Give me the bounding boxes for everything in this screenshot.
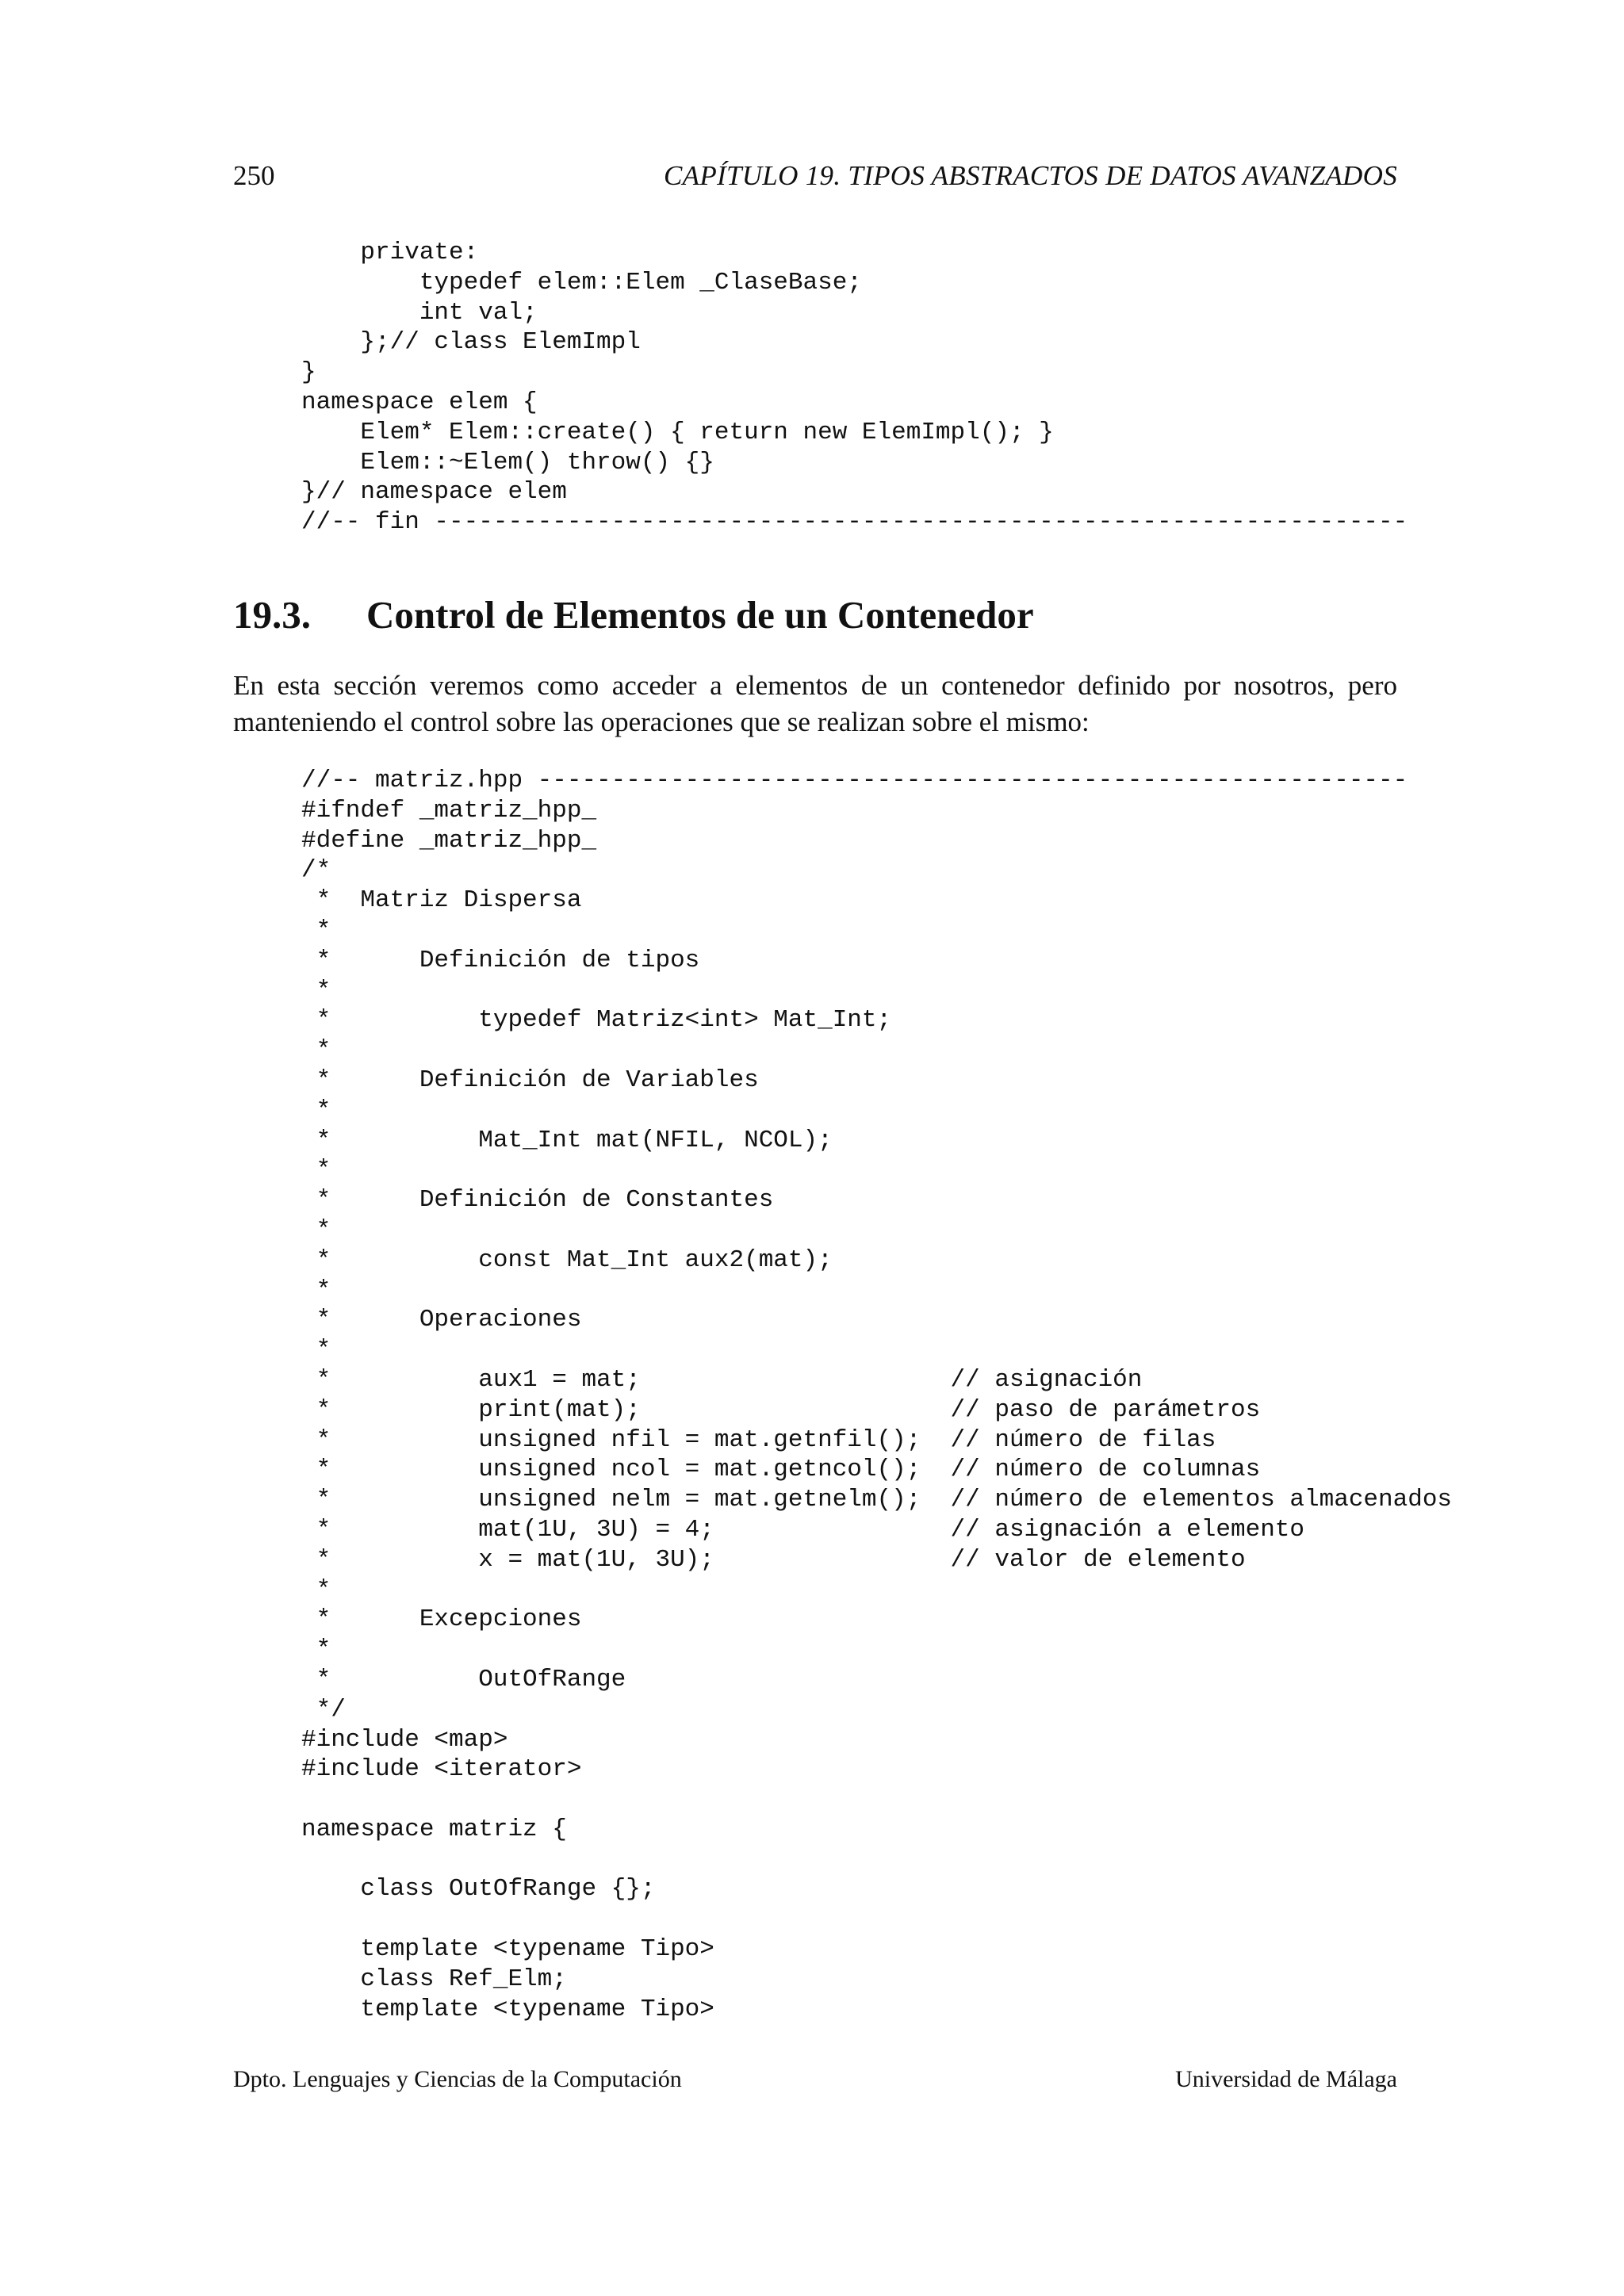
section-title: Control de Elementos de un Contenedor: [366, 593, 1034, 637]
section-intro-paragraph: En esta sección veremos como acceder a elementos de un contenedor definido por nosotros, pero manteniendo el control sobre las operaciones que se realizan sobre el mismo:: [233, 670, 1397, 737]
code-listing-elem-impl: private: typedef elem::Elem _ClaseBase; int val; };// class ElemImpl } namespace elem { Elem* Elem::create() { return new ElemImpl(); } Elem::~Elem() throw() {} }// namespace elem //-- fin ------------------------------------------------------------------: [301, 239, 1408, 537]
running-title: CAPÍTULO 19. TIPOS ABSTRACTOS DE DATOS AVANZADOS: [664, 160, 1397, 191]
code-listing-matriz-hpp: //-- matriz.hpp ----------------------------------------------------------- #ifndef _matriz_hpp_ #define _matriz_hpp_ /* * Matriz Dispersa * * Definición de tipos * * typedef Matriz<int> Mat_Int; * * Definición de Variables * * Mat_Int mat(NFIL, NCOL); * * Definición de Constantes * * const Mat_Int aux2(mat); * * Operaciones * * aux1 = mat; // asignación * print(mat); // paso de parámetros * unsigned nfil = mat.getnfil(); // número de filas * unsigned ncol = mat.getncol(); // número de columnas * unsigned nelm = mat.getnelm(); // número de elementos almacenados * mat(1U, 3U) = 4; // asignación a elemento * x = mat(1U, 3U); // valor de elemento * * Excepciones * * OutOfRange */ #include <map> #include <iterator> namespace matriz { class OutOfRange {}; template <typename Tipo> class Ref_Elm; template <typename Tipo>: [301, 767, 1453, 2023]
page-number: 250: [233, 160, 275, 191]
footer-university: Universidad de Málaga: [1175, 2066, 1397, 2092]
footer-department: Dpto. Lenguajes y Ciencias de la Computación: [233, 2066, 682, 2092]
page-header: [233, 157, 1397, 195]
section-number: 19.3.: [233, 593, 311, 637]
page-footer: [233, 2061, 1397, 2098]
section-heading: [233, 588, 1034, 642]
